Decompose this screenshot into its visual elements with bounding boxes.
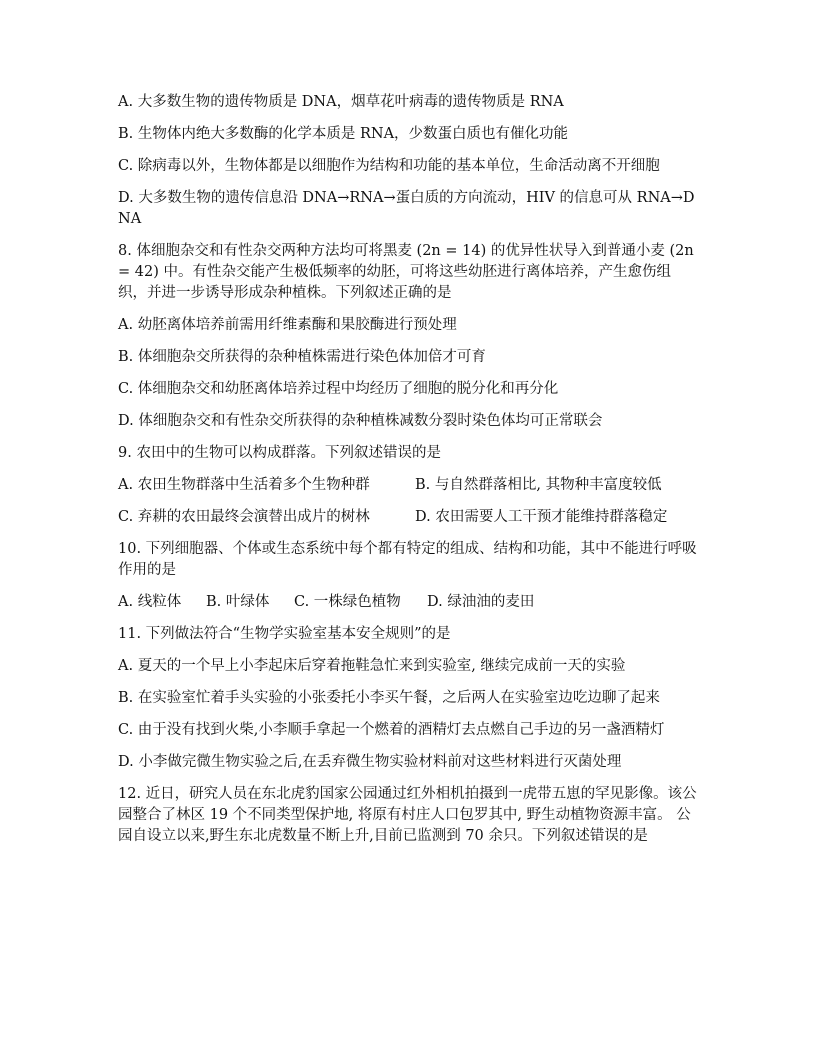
q8-stem: 8. 体细胞杂交和有性杂交两种方法均可将黑麦 (2n = 14) 的优异性状导入到普通小麦 (2n = 42) 中。有性杂交能产生极低频率的幼胚，可将这些幼胚进行离体培养，产生愈伤组织，并进一步诱导形成杂种植株。下列叙述正确的是	[118, 243, 694, 301]
q10-option-c: C. 一株绿色植物	[294, 594, 401, 610]
q10-option-b: B. 叶绿体	[206, 594, 270, 610]
q9-options-row-1	[118, 475, 698, 496]
q7-option-b: B. 生物体内绝大多数酶的化学本质是 RNA，少数蛋白质也有催化功能	[118, 126, 569, 142]
q11-option-c: C. 由于没有找到火柴,小李顺手拿起一个燃着的酒精灯去点燃自己手边的另一盏酒精灯	[118, 722, 665, 738]
q9-options-row-2	[118, 507, 698, 528]
q10-option-a: A. 线粒体	[118, 594, 182, 610]
q10-stem: 10. 下列细胞器、个体或生态系统中每个都有特定的组成、结构和功能，其中不能进行呼吸作用的是	[118, 541, 697, 578]
q8-option-d: D. 体细胞杂交和有性杂交所获得的杂种植株减数分裂时染色体均可正常联会	[118, 413, 603, 429]
q11-option-b: B. 在实验室忙着手头实验的小张委托小李买午餐，之后两人在实验室边吃边聊了起来	[118, 690, 660, 706]
q11-stem: 11. 下列做法符合“生物学实验室基本安全规则”的是	[118, 626, 451, 642]
q7-option-d: D. 大多数生物的遗传信息沿 DNA→RNA→蛋白质的方向流动，HIV 的信息可从 RNA→DNA	[118, 190, 695, 227]
q7-option-a: A. 大多数生物的遗传物质是 DNA，烟草花叶病毒的遗传物质是 RNA	[118, 94, 564, 110]
q11-option-a: A. 夏天的一个早上小李起床后穿着拖鞋急忙来到实验室, 继续完成前一天的实验	[118, 658, 626, 674]
q7-option-c: C. 除病毒以外，生物体都是以细胞作为结构和功能的基本单位，生命活动离不开细胞	[118, 158, 660, 174]
q9-stem: 9. 农田中的生物可以构成群落。下列叙述错误的是	[118, 445, 441, 461]
exam-page	[118, 92, 698, 847]
q8-option-c: C. 体细胞杂交和幼胚离体培养过程中均经历了细胞的脱分化和再分化	[118, 381, 559, 397]
q9-option-b: B. 与自然群落相比, 其物种丰富度较低	[415, 477, 662, 493]
q12-stem: 12. 近日，研究人员在东北虎豹国家公园通过红外相机拍摄到一虎带五崽的罕见影像。该公园整合了林区 19 个不同类型保护地, 将原有村庄人口包罗其中, 野生动植物资源丰富。 公园自设立以来,野生东北虎数量不断上升,目前已监测到 70 余只。下列叙述错误的是	[118, 786, 697, 844]
q8-option-b: B. 体细胞杂交所获得的杂种植株需进行染色体加倍才可育	[118, 349, 486, 365]
q8-option-a: A. 幼胚离体培养前需用纤维素酶和果胶酶进行预处理	[118, 317, 457, 333]
q9-option-c: C. 弃耕的农田最终会演替出成片的树林	[118, 509, 370, 525]
q10-options-row	[118, 592, 698, 613]
q10-option-d: D. 绿油油的麦田	[427, 594, 535, 610]
q11-option-d: D. 小李做完微生物实验之后,在丢弃微生物实验材料前对这些材料进行灭菌处理	[118, 754, 622, 770]
q9-option-d: D. 农田需要人工干预才能维持群落稳定	[415, 509, 668, 525]
q9-option-a: A. 农田生物群落中生活着多个生物种群	[118, 477, 370, 493]
